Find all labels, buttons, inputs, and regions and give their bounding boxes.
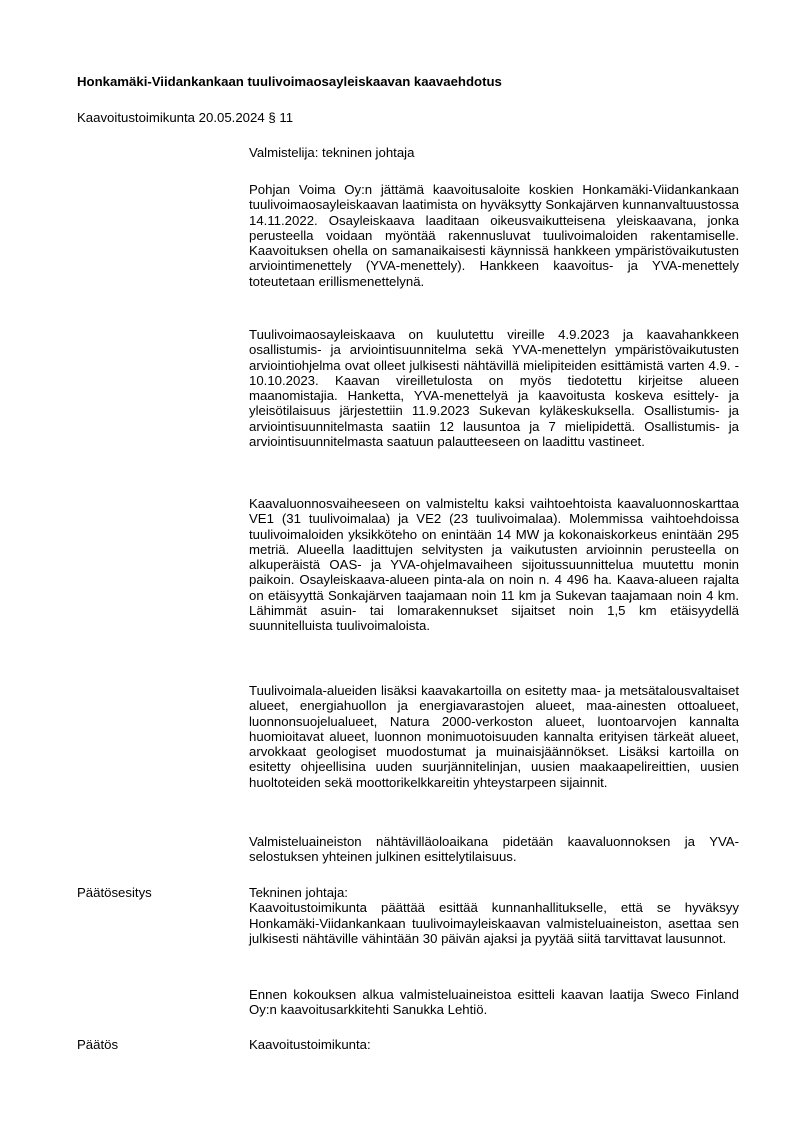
paragraph-2: [249, 327, 739, 449]
meeting-reference: Kaavoitustoimikunta 20.05.2024 § 11: [77, 110, 294, 125]
proposal-note-section: [249, 987, 739, 1018]
decision-by: Kaavoitustoimikunta:: [249, 1037, 371, 1052]
paragraph-text: Pohjan Voima Oy:n jättämä kaavoitusaloite koskien Honkamäki-Viidankankaan tuulivoimaosayleiskaavan laatimista on hyväksytty Sonkajärven kunnanvaltuustossa 14.11.2022. Osayleiskaava laaditaan oikeusvaikutteisena yleiskaavana, jonka perusteella voidaan myöntää rakennusluvat tuulivoimaloiden rakentamiselle. Kaavoituksen ohella on samanaikaisesti käynnissä hankkeen ympäristövaikutusten arviointimenettely (YVA-menettely). Hankkeen kaavoitus- ja YVA-menettely toteutetaan erillismenettelynä.: [249, 182, 739, 289]
paragraph-text: Kaavaluonnosvaiheeseen on valmisteltu kaksi vaihtoehtoista kaavaluonnoskarttaa VE1 (31 tuulivoimalaa) ja VE2 (23 tuulivoimalaa). Molemmissa vaihtoehdoissa tuulivoimaloiden yksikköteho on enintään 14 MW ja kokonaiskorkeus enintään 295 metriä. Alueella laadittujen selvitysten ja vaikutusten arvioinnin perusteella on alkuperäistä OAS- ja YVA-ohjelmavaiheen sijoitussuunnittelua muutettu monin paikoin. Osayleiskaava-alueen pinta-ala on noin n. 4 496 ha. Kaava-alueen rajalta on etäisyyttä Sonkajärven taajamaan noin 11 km ja Sukevan taajamaan noin 4 km. Lähimmät asuin- tai lomarakennukset sijaitset noin 1,5 km etäisyydellä suunnitelluista tuulivoimaloista.: [249, 496, 739, 634]
paragraph-text: Tuulivoimala-alueiden lisäksi kaavakartoilla on esitetty maa- ja metsätalousvaltaiset alueet, energiahuollon ja energiavarastojen alueet, maa-ainesten ottoalueet, luonnonsuojelualueet, Natura 2000-verkoston alueet, luontoarvojen kannalta huomioitavat alueet, luonnon monimuotoisuuden kannalta erityisen tärkeät alueet, arvokkaat geologiset muodostumat ja muinaisjäännökset. Lisäksi kartoilla on esitetty ohjeellisina uuden suurjännitelinjan, uusien maakaapelireittien, uusien huoltoteiden sekä moottorikelkkareitin yhteystarpeen sijainnit.: [249, 683, 739, 790]
proposal-note: Ennen kokouksen alkua valmisteluaineistoa esitteli kaavan laatija Sweco Finland Oy:n kaavoitusarkkitehti Sanukka Lehtiö.: [249, 987, 739, 1018]
document-title: Honkamäki-Viidankankaan tuulivoimaosayleiskaavan kaavaehdotus: [77, 74, 502, 89]
paragraph-4: [249, 683, 739, 790]
proposal-text: Kaavoitustoimikunta päättää esittää kunnanhallitukselle, että se hyväksyy Honkamäki-Viidankankaan tuulivoimayleiskaavan valmisteluaineiston, asettaa sen julkisesti nähtäville vähintään 30 päivän ajaksi ja pyytää siitä tarvittavat lausunnot.: [249, 900, 739, 946]
proposal-label: Päätösesitys: [77, 885, 152, 900]
paragraph-5: [249, 834, 739, 865]
decision-section: [249, 1037, 739, 1052]
paragraph-text: Valmisteluaineiston nähtävilläoloaikana pidetään kaavaluonnoksen ja YVA-selostuksen yhteinen julkinen esittelytilaisuus.: [249, 834, 739, 865]
paragraph-3: [249, 496, 739, 634]
proposal-section: [249, 885, 739, 946]
paragraph-1: [249, 182, 739, 289]
paragraph-text: Tuulivoimaosayleiskaava on kuulutettu vireille 4.9.2023 ja kaavahankkeen osallistumis- ja arviointisuunnitelma sekä YVA-menettelyn ympäristövaikutusten arviointiohjelma ovat olleet julkisesti nähtävillä mielipiteiden esittämistä varten 4.9. - 10.10.2023. Kaavan vireilletulosta on myös tiedotettu kirjeitse alueen maanomistajia. Hanketta, YVA-menettelyä ja kaavoitusta koskeva esittely- ja yleisötilaisuus järjestettiin 11.9.2023 Sukevan kyläkeskuksella. Osallistumis- ja arviointisuunnitelmasta saatiin 12 lausuntoa ja 7 mielipidettä. Osallistumis- ja arviointisuunnitelmasta saatuun palautteeseen on laadittu vastineet.: [249, 327, 739, 450]
proposal-by: Tekninen johtaja:: [249, 885, 348, 900]
preparer-text: Valmistelija: tekninen johtaja: [249, 145, 415, 160]
decision-label: Päätös: [77, 1037, 119, 1052]
preparer-line: [249, 145, 739, 160]
